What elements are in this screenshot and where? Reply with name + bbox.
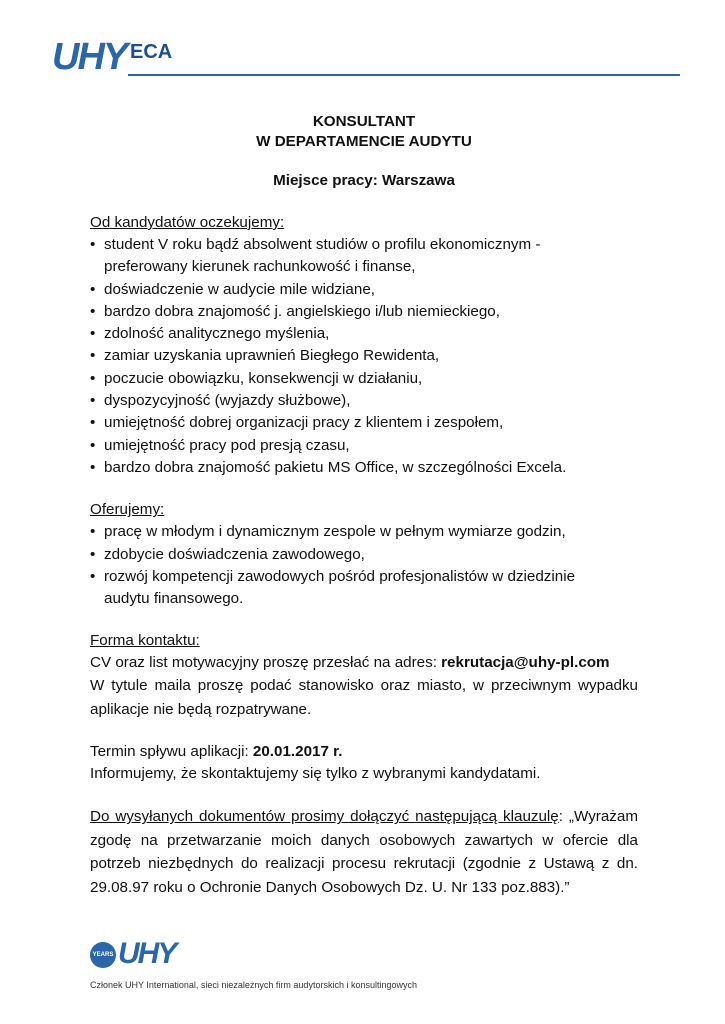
footer-membership-text: Członek UHY International, sieci niezależnych firm audytorskich i konsultingowych bbox=[90, 980, 417, 990]
list-item: • zamiar uzyskania uprawnień Biegłego Rewidenta, bbox=[90, 345, 638, 367]
list-item: • pracę w młodym i dynamicznym zespole w pełnym wymiarze godzin, bbox=[90, 521, 638, 543]
list-item: • umiejętność dobrej organizacji pracy z klientem i zespołem, bbox=[90, 412, 638, 434]
work-location: Miejsce pracy: Warszawa bbox=[273, 172, 455, 189]
list-item: • umiejętność pracy pod presją czasu, bbox=[90, 435, 638, 457]
list-item: • bardzo dobra znajomość pakietu MS Office, w szczególności Excela. bbox=[90, 457, 638, 479]
requirements-heading: Od kandydatów oczekujemy: bbox=[90, 214, 285, 231]
offer-heading: Oferujemy: bbox=[90, 501, 165, 519]
page-header bbox=[52, 28, 680, 88]
page-footer bbox=[90, 938, 490, 998]
years-badge-icon: YEARS bbox=[90, 942, 116, 968]
contact-line: CV oraz list motywacyjny proszę przesłać na adres: rekrutacja@uhy-pl.com bbox=[90, 654, 610, 672]
requirements-list bbox=[90, 234, 638, 479]
list-item: • dyspozycyjność (wyjazdy służbowe), bbox=[90, 390, 638, 412]
list-item: • zdolność analitycznego myślenia, bbox=[90, 323, 638, 345]
header-divider bbox=[128, 74, 680, 76]
contact-heading: Forma kontaktu: bbox=[90, 632, 200, 650]
clause-heading: Do wysyłanych dokumentów prosimy dołączyć następującą klauzulę bbox=[90, 808, 559, 826]
contact-email[interactable]: rekrutacja@uhy-pl.com bbox=[441, 654, 610, 672]
uhy-logo: UHY bbox=[52, 36, 127, 78]
consent-clause bbox=[90, 805, 638, 899]
clause-text: : „Wyrażam zgodę na przetwarzanie moich danych osobowych zawartych w ofercie dla potrzeb niezbędnych do realizacji procesu rekrutacji (zgodnie z Ustawą z dn. 29.08.97 roku o Ochronie Danych Osobowych Dz. U. Nr 133 poz.883).” bbox=[90, 808, 638, 896]
list-item: • poczucie obowiązku, konsekwencji w działaniu, bbox=[90, 368, 638, 390]
deadline-note: Informujemy, że skontaktujemy się tylko z wybranymi kandydatami. bbox=[90, 765, 541, 783]
list-item: • bardzo dobra znajomość j. angielskiego i/lub niemieckiego, bbox=[90, 301, 638, 323]
list-item: • rozwój kompetencji zawodowych pośród profesjonalistów w dziedzinie audytu finansowego. bbox=[90, 566, 638, 611]
list-item: • student V roku bądź absolwent studiów o profilu ekonomicznym - preferowany kierunek rachunkowość i finanse, bbox=[90, 234, 638, 279]
contact-instructions: W tytule maila proszę podać stanowisko oraz miasto, w przeciwnym wypadku aplikacje nie będą rozpatrywane. bbox=[90, 677, 638, 718]
deadline-date: 20.01.2017 r. bbox=[252, 743, 343, 761]
offer-list bbox=[90, 521, 638, 610]
title-line-1: KONSULTANT bbox=[312, 113, 416, 130]
deadline-line: Termin spływu aplikacji: 20.01.2017 r. bbox=[90, 743, 343, 761]
job-posting bbox=[90, 112, 638, 899]
footer-uhy-logo: UHY bbox=[118, 937, 176, 970]
list-item: • doświadczenie w audycie mile widziane, bbox=[90, 279, 638, 301]
eca-logo-suffix: ECA bbox=[130, 41, 173, 63]
title-line-2: W DEPARTAMENCIE AUDYTU bbox=[256, 133, 472, 150]
list-item: • zdobycie doświadczenia zawodowego, bbox=[90, 544, 638, 566]
